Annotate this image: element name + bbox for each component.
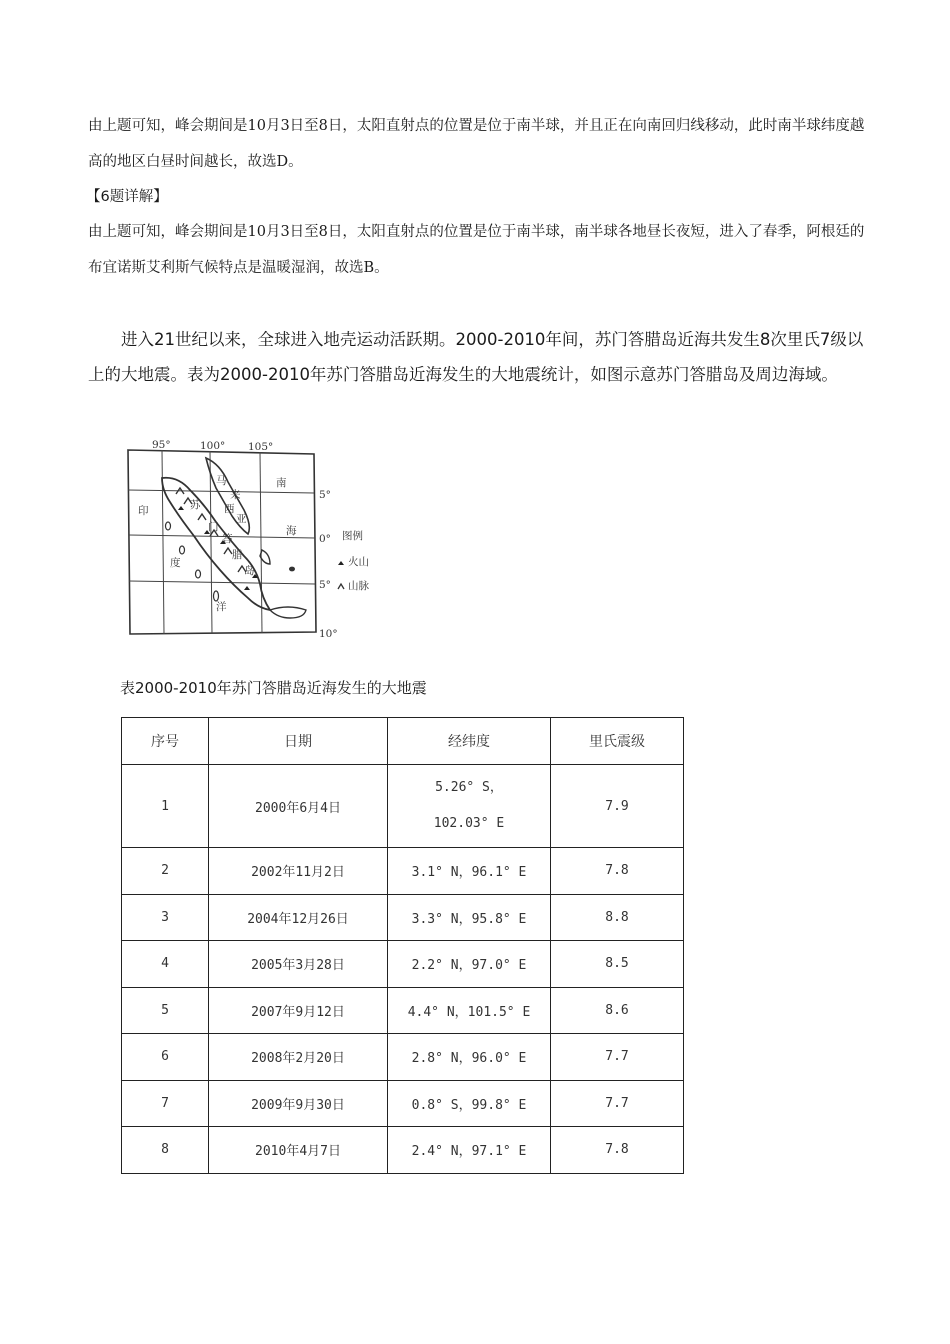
lon-label: 95° [152,439,171,451]
table-row [122,1034,684,1081]
place-label: 海 [286,525,297,537]
cell-date: 2004年12月26日 [209,894,388,941]
cell-magnitude: 7.9 [551,765,684,848]
place-label: 腊 [232,549,243,561]
answer-5-explanation: 由上题可知，峰会期间是10月3日至8日，太阳直射点的位置是位于南半球，并且正在向南回归线移动，此时南半球纬度越高的地区白昼时间越长，故选D。 [88,118,865,170]
cell-date: 2005年3月28日 [209,941,388,988]
cell-magnitude: 8.5 [551,941,684,988]
cell-coord: 0.8° S，99.8° E [388,1080,551,1127]
place-label: 印 [138,505,149,517]
legend-label: 山脉 [348,580,369,592]
lat-label: 5° [319,489,331,501]
sumatra-map [120,438,380,643]
cell-date: 2007年9月12日 [209,987,388,1034]
cell-coord: 3.1° N，96.1° E [388,848,551,895]
place-label: 来 [230,489,241,501]
cell-no: 1 [122,765,209,848]
legend-label: 火山 [348,556,369,568]
answer-6-explanation: 由上题可知，峰会期间是10月3日至8日，太阳直射点的位置是位于南半球，南半球各地昼长夜短，进入了春季，阿根廷的布宜诺斯艾利斯气候特点是温暖湿润，故选B。 [88,224,865,276]
table-row [122,765,684,848]
place-label: 洋 [216,601,227,613]
lon-label: 100° [200,440,226,452]
header-cell: 里氏震级 [551,718,684,765]
cell-coord: 2.2° N，97.0° E [388,941,551,988]
place-label: 岛 [244,565,255,577]
place-label: 亚 [236,513,247,525]
question-6-heading: 【6题详解】 [86,189,168,205]
table-row [122,894,684,941]
cell-coord: 2.8° N，96.0° E [388,1034,551,1081]
place-label: 度 [170,557,181,569]
cell-magnitude: 7.7 [551,1034,684,1081]
cell-no: 2 [122,848,209,895]
cell-no: 6 [122,1034,209,1081]
legend-title: 图例 [342,530,363,542]
cell-no: 3 [122,894,209,941]
cell-coord [388,765,551,848]
cell-date: 2010年4月7日 [209,1127,388,1174]
place-label: 马 [216,475,227,487]
earthquake-table [121,717,684,1174]
lat-label: 10° [319,628,338,640]
cell-no: 8 [122,1127,209,1174]
cell-coord: 4.4° N，101.5° E [388,987,551,1034]
coord-line: 5.26° S， [435,780,503,795]
cell-no: 4 [122,941,209,988]
place-label: 门 [208,521,219,533]
header-cell: 日期 [209,718,388,765]
place-label: 南 [276,477,287,489]
cell-date: 2000年6月4日 [209,765,388,848]
table-row [122,1080,684,1127]
cell-coord: 3.3° N，95.8° E [388,894,551,941]
cell-magnitude: 7.8 [551,1127,684,1174]
lat-label: 5° [319,579,331,591]
place-label: 西 [224,503,235,515]
cell-coord: 2.4° N，97.1° E [388,1127,551,1174]
table-row [122,987,684,1034]
mountain-icon [338,584,344,589]
volcano-icon [338,561,344,565]
cell-date: 2002年11月2日 [209,848,388,895]
cell-magnitude: 7.8 [551,848,684,895]
table-header-row [122,718,684,765]
table-row [122,941,684,988]
cell-magnitude: 8.8 [551,894,684,941]
cell-no: 5 [122,987,209,1034]
intro-paragraph: 进入21世纪以来，全球进入地壳运动活跃期。2000-2010年间，苏门答腊岛近海共发生8次里氏7级以上的大地震。表为2000-2010年苏门答腊岛近海发生的大地震统计，如图示意苏门答腊岛及周边海域。 [88,330,864,384]
table-row [122,848,684,895]
coord-line: 102.03° E [433,816,505,831]
table-row [122,1127,684,1174]
place-label: 答 [222,533,233,545]
header-cell: 经纬度 [388,718,551,765]
table-caption: 表2000-2010年苏门答腊岛近海发生的大地震 [120,679,427,697]
lon-label: 105° [248,441,274,453]
cell-date: 2008年2月20日 [209,1034,388,1081]
cell-magnitude: 7.7 [551,1080,684,1127]
cell-date: 2009年9月30日 [209,1080,388,1127]
cell-no: 7 [122,1080,209,1127]
place-label: 苏 [190,499,201,511]
lat-label: 0° [319,533,331,545]
cell-magnitude: 8.6 [551,987,684,1034]
header-cell: 序号 [122,718,209,765]
